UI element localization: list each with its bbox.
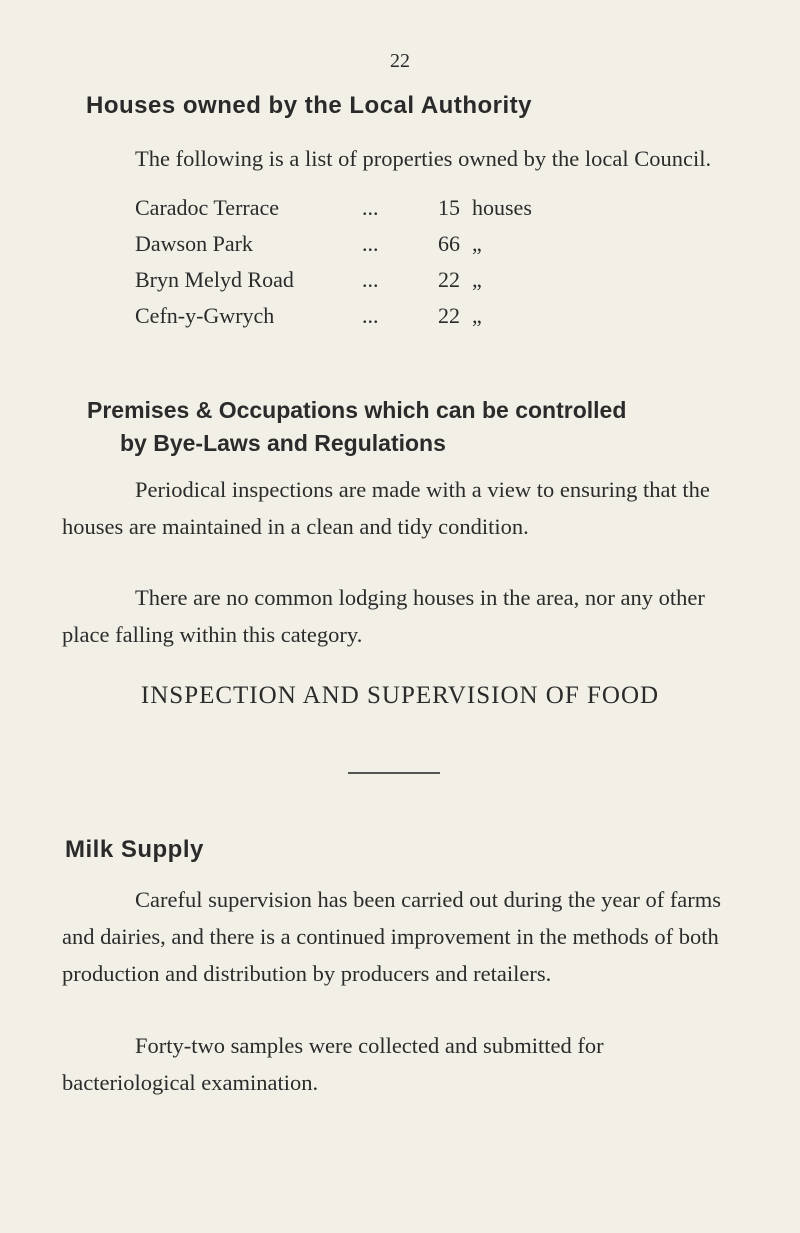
property-name: Bryn Melyd Road xyxy=(135,267,294,292)
property-name: Caradoc Terrace xyxy=(135,195,280,220)
page-number: 22 xyxy=(390,50,410,72)
premises-heading-line1: Premises & Occupations which can be controlled xyxy=(87,397,627,423)
property-count: 22 xyxy=(438,267,460,292)
property-name: Dawson Park xyxy=(135,231,253,256)
property-row xyxy=(135,195,695,231)
property-row xyxy=(135,231,695,267)
property-count: 15 xyxy=(438,195,460,220)
milk-samples-paragraph: Forty-two samples were collected and submitted for bacteriological examination. xyxy=(62,1033,604,1095)
divider-rule xyxy=(348,772,440,774)
property-count: 66 xyxy=(438,231,460,256)
property-unit: „ xyxy=(472,231,482,256)
food-section-title: INSPECTION AND SUPERVISION OF FOOD xyxy=(140,682,660,709)
property-row xyxy=(135,267,695,303)
property-list xyxy=(135,195,695,339)
houses-heading: Houses owned by the Local Authority xyxy=(86,92,532,119)
leader-dots: ... xyxy=(362,303,379,328)
lodging-paragraph: There are no common lodging houses in the area, nor any other place falling within this category. xyxy=(62,585,705,647)
property-unit: „ xyxy=(472,303,482,328)
property-unit: houses xyxy=(472,195,532,220)
inspection-paragraph: Periodical inspections are made with a view to ensuring that the houses are maintained in a clean and tidy condition. xyxy=(62,477,710,539)
leader-dots: ... xyxy=(362,195,379,220)
property-row xyxy=(135,303,695,339)
milk-supervision-paragraph: Careful supervision has been carried out during the year of farms and dairies, and there is a continued improvement in the methods of both production and distribution by producers and retailers. xyxy=(62,887,722,986)
leader-dots: ... xyxy=(362,267,379,292)
milk-supply-heading: Milk Supply xyxy=(65,836,204,863)
leader-dots: ... xyxy=(362,231,379,256)
premises-heading xyxy=(87,394,767,460)
property-unit: „ xyxy=(472,267,482,292)
property-count: 22 xyxy=(438,303,460,328)
property-name: Cefn-y-Gwrych xyxy=(135,303,275,328)
houses-intro: The following is a list of properties owned by the local Council. xyxy=(135,146,712,171)
premises-heading-line2: by Bye-Laws and Regulations xyxy=(120,430,446,456)
